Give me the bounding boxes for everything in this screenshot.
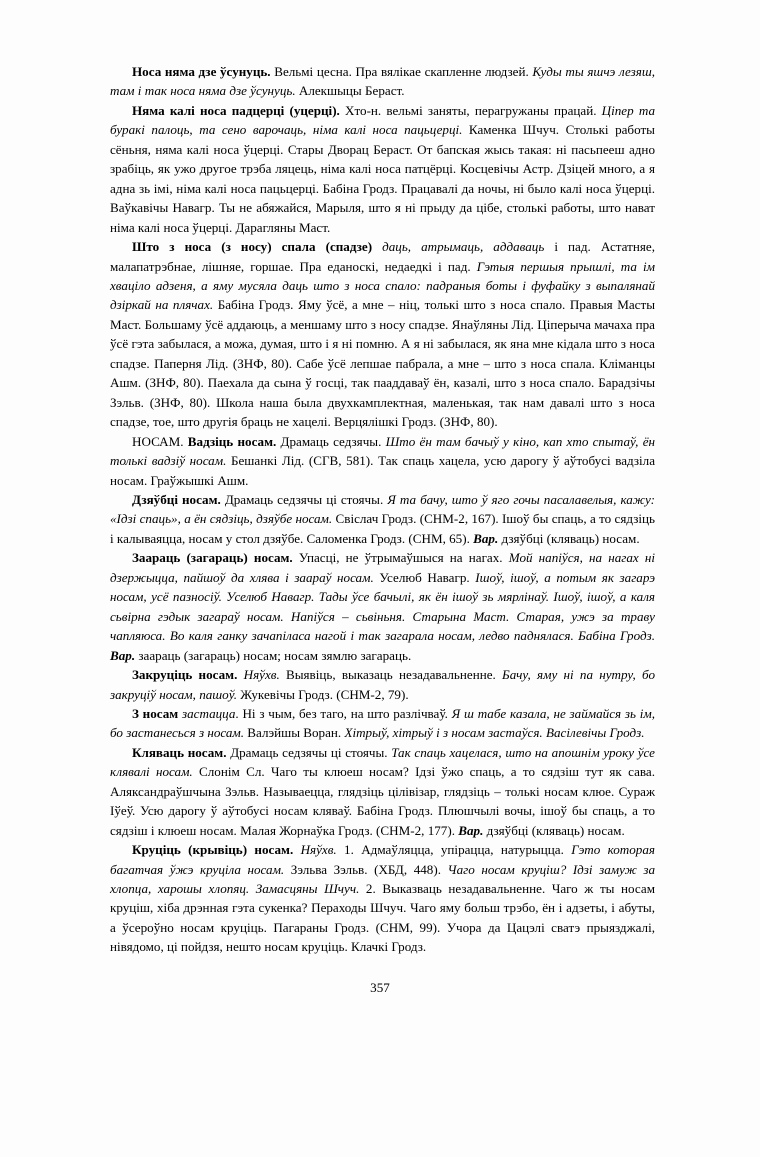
sense-2-number: 2. bbox=[359, 881, 376, 897]
headword: Круціць (крывіць) носам. bbox=[132, 842, 294, 858]
definition: Хто-н. вельмі заняты, перагружаны працай. bbox=[339, 102, 602, 118]
headword: Кляваць носам. bbox=[132, 744, 227, 760]
definition: Драмаць седзячы ці стоячы. bbox=[226, 744, 392, 760]
source: Зэльва Зэльв. (ХБД, 448). bbox=[284, 861, 448, 877]
definition: і пад. Астатняе, малапатрэбнае, лішняе, горшае. Пра еданоскі, недаедкі і пад. bbox=[110, 239, 655, 274]
example: Бачу, яму ні па нутру, бо закруціў носам, пашоў. bbox=[110, 667, 656, 702]
definition: . Ні з чым, без таго, на што разлічваў. bbox=[235, 705, 452, 721]
definition: Упасці, не ўтрымаўшыся на нагах. bbox=[292, 550, 509, 566]
examples-tail: Чаго ты клюеш носам? Ідзі ўжо спаць, а то сядзіш тут як сава. Аляксандраўшчына Зэльв. Называецца, глядзіць цілівізар, глядзіць – толькі носам клюе. Сураж Іўеў. Усю дарогу ў аўтобусі носам кляваў. Бабіна Гродз. Плюшчылі вочы, ішоў бы спаць, а то сядзіш і клюеш носам. Малая Жорнаўка Гродз. (СНМ-2, 177). bbox=[110, 764, 655, 838]
entry-nosa-nyama-dze-usunuts bbox=[110, 62, 655, 101]
headword-govern: застацца bbox=[178, 705, 236, 721]
headword: Заараць (загараць) носам. bbox=[132, 550, 293, 566]
examples-tail: Яму ўсё, а мне – ніц, толькі што з носа спало. Правыя Масты Маст. Большаму ўсё аддаюць, а меншаму што з носу спадзе. Янаўляны Лід. Ціперыча мачаха пра ўсё гэта забылася, а можа, думая, што і я ні помню. А я ні забылася, як яна мне кідала што з носа спадзе. Паперня Лід. (ЗНФ, 80). Сабе ўсё лепшае пабрала, а мне – што з носа спала. Кліманцы Ашм. (ЗНФ, 80). Паехала да сына ў госці, так пааддаваў ён, казалі, што з носа спало. Барадзічы Зэльв. (ЗНФ, 80). Школа наша была двухкамплектная, маленькая, так нам давалі што з носа спадзе, тое, што другія браць не хацелі. Верцялішкі Гродз. (ЗНФ, 80). bbox=[110, 297, 656, 430]
grammar-label: Няўхв. bbox=[243, 667, 280, 683]
definition: Драмаць седзячы ці стоячы. bbox=[220, 491, 388, 507]
source: Слонім Сл. bbox=[192, 764, 271, 780]
example: Гэто которая багатчая ўжэ круціла носам. bbox=[110, 842, 655, 877]
examples-tail: Ішоў бы спаць, а то сядзіць і калываяцца, носам у стол дзяўбе. Саломенка Гродз. (СНМ, 65). bbox=[110, 511, 655, 546]
entry-nosam bbox=[110, 432, 655, 490]
source: Бабіна Гродз. bbox=[213, 297, 298, 313]
examples-tail: Чаго носам круціш? Ідзі замуж за хлопца, харошы хлопяц. Замасцяны Шчуч. bbox=[110, 861, 656, 897]
headword: Дзяўбці носам. bbox=[132, 491, 221, 507]
headword: Няма калі носа падцерці (уцерці). bbox=[132, 102, 340, 118]
source: Алекшыцы Бераст. bbox=[295, 83, 405, 99]
definition: Выявіць, выказаць незадавальненне. bbox=[279, 667, 503, 683]
headword-govern: даць, атрымаць, аддаваць bbox=[372, 239, 545, 255]
source: Свіслач Гродз. (СНМ-2, 167). bbox=[332, 511, 503, 527]
definition: Адмаўляцца, упірацца, натурыцца. bbox=[353, 842, 572, 858]
entry-shto-z-nosa-spala bbox=[110, 237, 655, 432]
grammar-label: Няўхв. bbox=[300, 842, 337, 858]
headword: Закруціць носам. bbox=[132, 667, 238, 683]
example: Так спаць хацелася, што на апошнім уроку ўсе клявалі носам. bbox=[110, 744, 655, 780]
page-text-body bbox=[110, 62, 655, 957]
entry-z-nosam-zastatstsa bbox=[110, 704, 655, 743]
variant-text: заараць (загараць) носам; носам зямлю загараць. bbox=[135, 647, 412, 663]
examples-tail: Столькі работы сёньня, няма калі носа ўцерці. Стары Дворац Бераст. От бапская жысь такая: ні пасьпееш адно зрабіць, як ужо другое трэба ляцець, німа калі носа патцёрці. Косцевічы Астр. Дзіцей много, а я адна зь імі, німа калі носа пацьцерці. Бабіна Гродз. Працавалі да ночы, ні было калі носа ўцерці. Ваўкавічы Навагр. Ты не абяжайся, Марыля, што я ні прыду да цібе, столькі работы, што нават німа калі носа ўцерці. Дарагляны Маст. bbox=[110, 122, 655, 235]
source: Уселюб Навагр. bbox=[373, 569, 476, 585]
headword: Што з носа (з носу) спала (спадзе) bbox=[132, 239, 373, 255]
entry-nyama-kali-nosa-padtserci bbox=[110, 101, 655, 237]
example: Я ш табе казала, не займайся зь ім, бо застанесься з носам. bbox=[110, 705, 655, 741]
examples-tail: Хітрыў, хітрыў і з носам застаўся. Васілевічы Гродз. bbox=[344, 725, 645, 741]
variant-text: дзяўбці (кляваць) носам. bbox=[483, 822, 625, 838]
examples-tail: Ішоў, ішоў, а потым як загарэ носам, усё пазносіў. Уселюб Навагр. Тады ўсе бачылі, як ён ішоў зь мярлінаў. Ішоў, ішоў, а каля сьвірна гэдык загараў носам. Напіўся – сьвіньня. Старына Маст. Старая, ужэ за траву чапляюса. Во каля ганку зачапіласа нагой і так загарала носам, ледво паднялася. Бабіна Гродз. bbox=[110, 569, 655, 644]
headword: З носам bbox=[132, 705, 179, 721]
entry-zaarats-nosam bbox=[110, 548, 655, 665]
sense-head: НОСАМ. bbox=[132, 433, 184, 449]
entry-zakrutsits-nosam bbox=[110, 665, 655, 704]
headword: Носа няма дзе ўсунуць. bbox=[132, 64, 271, 79]
sense-2-definition: Выказваць незадавальненне. bbox=[375, 881, 552, 897]
sense-2-examples: Чаго ж ты носам круціш, хіба дрэнная гэта сукенка? Пераходы Шчуч. Чаго яму больш трэбо, ён і адзеты, і абуты, а ўсероўно носам круціць. Пагараны Гродз. (СНМ, 99). Учора да Цацэлі сватэ прыязджалі, нівядомо, ці пойдзя, нешто носам круціць. Клачкі Гродз. bbox=[110, 881, 656, 955]
headword: Вадзіць носам. bbox=[187, 433, 277, 449]
page-number: 357 bbox=[370, 980, 390, 995]
variant-label: Вар. bbox=[110, 647, 136, 663]
example: Ціпер та буракі палоць, та сено варочаць, німа калі носа пацьцерці. bbox=[110, 102, 655, 138]
entry-krutsits-nosam bbox=[110, 840, 655, 957]
entry-dzyaubtsi-nosam bbox=[110, 490, 655, 548]
variant-label: Вар. bbox=[458, 822, 484, 838]
entry-klyavats-nosam bbox=[110, 743, 655, 840]
example: Што ён там бачыў у кіно, кап хто спытаў, ён толькі вадзіў носам. bbox=[110, 433, 656, 469]
definition: Драмаць седзячы. bbox=[276, 433, 386, 449]
example: Мой напіўся, на нагах ні дзержыцца, пайшоў да хлява і заараў носам. bbox=[110, 550, 655, 585]
sense-1-number: 1. bbox=[344, 842, 354, 858]
definition: Вельмі цесна. Пра вялікае скапленне людзей. bbox=[270, 64, 533, 79]
variant-label: Вар. bbox=[473, 530, 499, 546]
source: Бешанкі Лід. (СГВ, 581). bbox=[226, 453, 379, 469]
example: Я та бачу, што ў яго гочы пасалавелыя, кажу: «Ідзі спаць», а ён сядзіць, дзяўбе носам. bbox=[110, 491, 655, 527]
examples-tail: Так спаць хацела, усю дарогу ў аўтобусі вадзіла носам. Граўжышкі Ашм. bbox=[110, 453, 656, 488]
variant-text: дзяўбці (кляваць) носам. bbox=[498, 530, 640, 546]
source: Жукевічы Гродз. (СНМ-2, 79). bbox=[237, 686, 409, 702]
example: Куды ты яшчэ лезяш, там і так носа няма дзе ўсунуць. bbox=[110, 64, 655, 99]
source: Валэйшы Воран. bbox=[244, 725, 345, 741]
example: Гэтыя першыя прышлі, та ім хваціло адзеня, а яму мусяла даць што з носа спало: падраныя боты і фуфайку з выпалянай дзіркай на плячах. bbox=[110, 258, 655, 313]
source: Каменка Шчуч. bbox=[462, 122, 566, 138]
